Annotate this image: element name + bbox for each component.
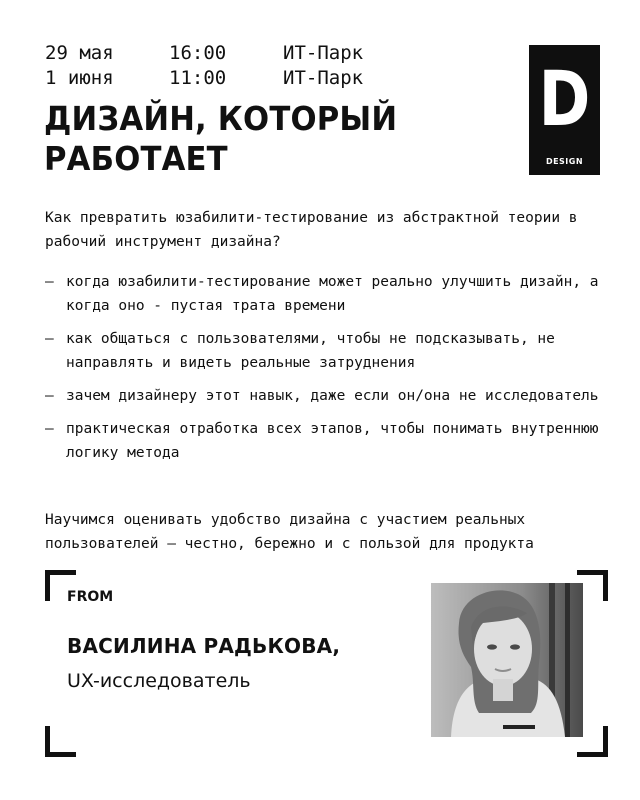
list-item	[45, 417, 605, 465]
frame-corner-bottom-left	[45, 726, 76, 757]
list-item-text: когда юзабилити-тестирование может реально улучшить дизайн, а когда оно - пустая трата времени	[66, 274, 599, 314]
event-date: 1 июня	[45, 67, 114, 89]
design-logo	[529, 45, 600, 175]
event-time: 11:00	[169, 67, 227, 89]
speaker-role: UX-исследователь	[67, 670, 251, 692]
speaker-photo	[431, 583, 583, 737]
intro-text: Как превратить юзабилити-тестирование из абстрактной теории в рабочий инструмент дизайна?	[45, 210, 578, 250]
schedule-row	[45, 41, 363, 66]
topics-list	[45, 270, 605, 474]
bullet-dash: –	[45, 388, 54, 404]
event-time: 16:00	[169, 42, 227, 64]
logo-letter: D	[538, 54, 591, 143]
title-line: ДИЗАЙН, КОТОРЫЙ	[44, 99, 398, 138]
event-date: 29 мая	[45, 42, 114, 64]
speaker-name: ВАСИЛИНА РАДЬКОВА,	[67, 634, 341, 658]
event-place: ИТ-Парк	[283, 67, 364, 89]
speaker-portrait-image	[431, 583, 583, 737]
page-title	[44, 99, 424, 179]
title-line: РАБОТАЕТ	[44, 139, 228, 178]
event-place: ИТ-Парк	[283, 42, 364, 64]
list-item	[45, 327, 605, 375]
from-label: FROM	[67, 589, 114, 605]
schedule-row	[45, 66, 363, 91]
bullet-dash: –	[45, 331, 54, 347]
list-item	[45, 270, 605, 318]
logo-caption: DESIGN	[545, 157, 584, 166]
bullet-dash: –	[45, 421, 54, 437]
list-item-text: зачем дизайнеру этот навык, даже если он/она не исследователь	[66, 388, 599, 404]
outro-text: Научимся оценивать удобство дизайна с участием реальных пользователей – честно, бережно и с пользой для продукта	[45, 512, 534, 552]
event-schedule	[45, 41, 363, 91]
list-item-text: практическая отработка всех этапов, чтобы понимать внутреннюю логику метода	[66, 421, 599, 461]
bullet-dash: –	[45, 274, 54, 290]
list-item-text: как общаться с пользователями, чтобы не подсказывать, не направлять и видеть реальные затруднения	[66, 331, 555, 371]
list-item	[45, 384, 605, 408]
